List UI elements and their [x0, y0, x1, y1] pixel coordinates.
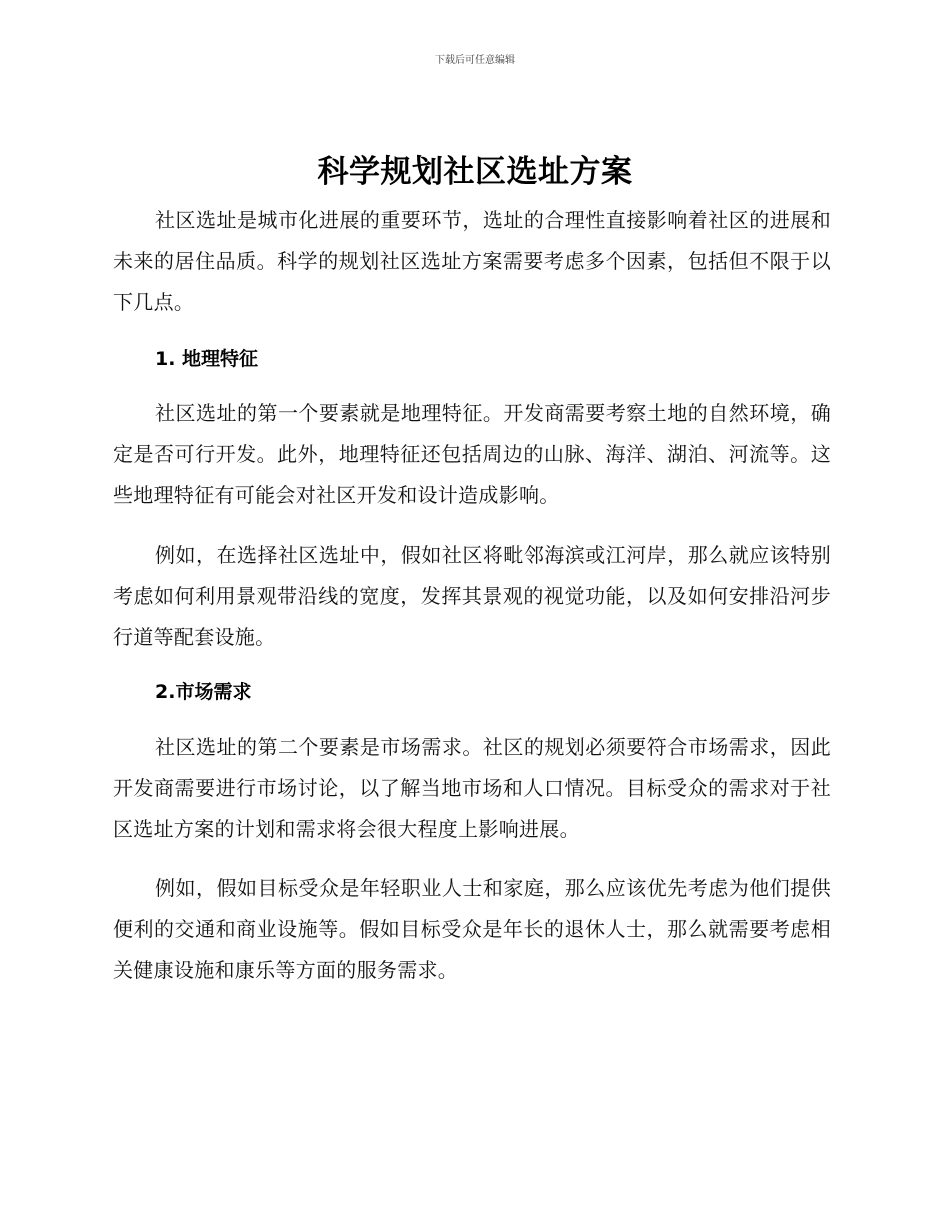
- section-heading-geography: 1. 地理特征: [155, 348, 259, 370]
- document-title: 科学规划社区选址方案: [317, 154, 633, 190]
- geography-paragraph-2: 例如，在选择社区选址中，假如社区将毗邻海滨或江河岸，那么就应该特别考虑如何利用景观带沿线的宽度，发挥其景观的视觉功能，以及如何安排沿河步行道等配套设施。: [113, 543, 831, 649]
- market-paragraph-1: 社区选址的第二个要素是市场需求。社区的规划必须要符合市场需求，因此开发商需要进行市场讨论，以了解当地市场和人口情况。目标受众的需求对于社区选址方案的计划和需求将会很大程度上影响进展。: [113, 735, 831, 841]
- section-heading-market: 2.市场需求: [155, 681, 252, 703]
- intro-paragraph: 社区选址是城市化进展的重要环节，选址的合理性直接影响着社区的进展和未来的居住品质。科学的规划社区选址方案需要考虑多个因素，包括但不限于以下几点。: [113, 208, 831, 314]
- page-header: 下载后可任意编辑: [435, 55, 515, 66]
- geography-paragraph-1: 社区选址的第一个要素就是地理特征。开发商需要考察土地的自然环境，确定是否可行开发。此外，地理特征还包括周边的山脉、海洋、湖泊、河流等。这些地理特征有可能会对社区开发和设计造成影响。: [113, 401, 831, 507]
- market-paragraph-2: 例如，假如目标受众是年轻职业人士和家庭，那么应该优先考虑为他们提供便利的交通和商业设施等。假如目标受众是年长的退休人士，那么就需要考虑相关健康设施和康乐等方面的服务需求。: [113, 876, 831, 982]
